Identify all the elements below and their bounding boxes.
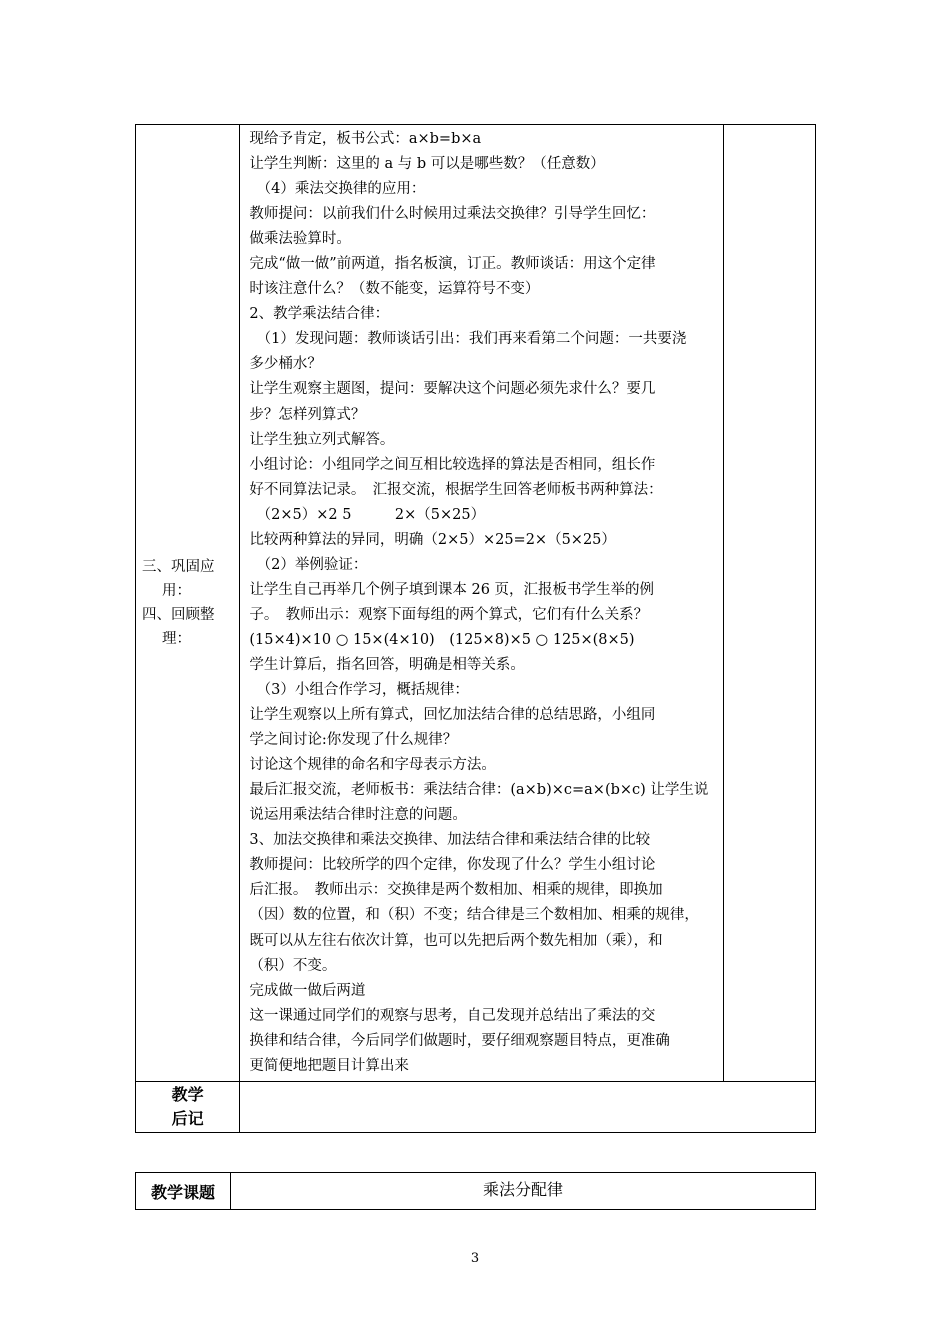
notes-cell [723, 125, 815, 1082]
content-line: （2×5）×2 5 2×（5×25） [256, 506, 486, 523]
content-line: 学生计算后，指名回答，明确是相等关系。 [249, 656, 525, 673]
content-line: 既可以从左往右依次计算，也可以先把后两个数先相加（乘），和 [249, 932, 663, 949]
content-line: 换律和结合律，今后同学们做题时，要仔细观察题目特点，更准确 [249, 1032, 670, 1049]
content-line: 3、加法交换律和乘法交换律、加法结合律和乘法结合律的比较 [249, 832, 651, 849]
stage-line: 理： [162, 630, 191, 647]
content-line: (15×4)×10 ○ 15×(4×10) (125×8)×5 ○ 125×(8×5) [249, 631, 635, 648]
page-number: 3 [470, 1251, 480, 1266]
content-line: 这一课通过同学们的观察与思考，自己发现并总结出了乘法的交 [249, 1007, 656, 1024]
stage-cell [136, 125, 240, 1082]
label-line: 后记 [171, 1108, 204, 1128]
content-line: 让学生观察以上所有算式，回忆加法结合律的总结思路，小组同 [249, 707, 656, 724]
content-line: 时该注意什么？（数不能变，运算符号不变） [249, 281, 540, 298]
content-line: 步？怎样列算式？ [249, 406, 366, 423]
content-line: 让学生独立列式解答。 [249, 431, 395, 448]
content-line: （因）数的位置，和（积）不变；结合律是三个数相加、相乘的规律， [249, 907, 699, 924]
content-line: 2、教学乘法结合律： [249, 306, 390, 323]
content-line: 子。 教师出示：观察下面每组的两个算式，它们有什么关系？ [249, 606, 649, 623]
content-line: 好不同算法记录。 汇报交流，根据学生回答老师板书两种算法： [249, 481, 663, 498]
lesson-topic-table [135, 1172, 816, 1210]
content-line: （1）发现问题：教师谈话引出：我们再来看第二个问题：一共要浇 [256, 331, 687, 348]
teaching-reflection-content [240, 1081, 816, 1132]
content-line: 完成做一做后两道 [249, 982, 366, 999]
content-line: 更简便地把题目计算出来 [249, 1057, 409, 1074]
lesson-topic-label: 教学课题 [136, 1173, 231, 1210]
content-line: 完成“做一做”前两道，指名板演，订正。教师谈话：用这个定律 [249, 256, 656, 273]
content-line: （4）乘法交换律的应用： [256, 181, 426, 198]
stage-line: 用： [162, 582, 191, 599]
stage-line: 四、回顾整 [142, 606, 215, 623]
lesson-plan-table [135, 124, 816, 1133]
label-line: 教学 [171, 1084, 204, 1104]
content-line: （3）小组合作学习，概括规律： [256, 682, 469, 699]
content-line: 讨论这个规律的命名和字母表示方法。 [249, 757, 496, 774]
content-line: 说运用乘法结合律时注意的问题。 [249, 807, 467, 824]
lesson-topic-value: 乘法分配律 [231, 1173, 816, 1210]
lesson-content-cell [240, 125, 723, 1082]
content-line: 教师提问：以前我们什么时候用过乘法交换律？引导学生回忆： [249, 206, 656, 223]
content-line: 教师提问：比较所学的四个定律，你发现了什么？学生小组讨论 [249, 857, 656, 874]
teaching-reflection-label [136, 1081, 240, 1132]
content-line: 后汇报。 教师出示：交换律是两个数相加、相乘的规律，即换加 [249, 882, 663, 899]
content-line: 最后汇报交流，老师板书：乘法结合律：(a×b)×c=a×(b×c) 让学生说 [249, 782, 709, 799]
content-line: （2）举例验证： [256, 556, 368, 573]
content-line: 多少桶水？ [249, 356, 322, 373]
content-line: 做乘法验算时。 [249, 231, 351, 248]
teaching-reflection-row [136, 1081, 816, 1132]
content-line: 让学生判断：这里的 a 与 b 可以是哪些数？（任意数） [249, 156, 605, 173]
content-line: （积）不变。 [249, 957, 337, 974]
content-line: 小组讨论：小组同学之间互相比较选择的算法是否相同，组长作 [249, 456, 656, 473]
content-line: 现给予肯定，板书公式：a×b=b×a [249, 131, 482, 147]
content-line: 让学生观察主题图，提问：要解决这个问题必须先求什么？要几 [249, 381, 656, 398]
content-line: 学之间讨论:你发现了什么规律？ [249, 732, 458, 749]
content-line: 比较两种算法的异同，明确（2×5）×25=2×（5×25） [249, 531, 616, 548]
stage-line: 三、巩固应 [142, 558, 215, 575]
content-line: 让学生自己再举几个例子填到课本 26 页，汇报板书学生举的例 [249, 581, 655, 598]
lesson-process-row [136, 125, 816, 1082]
